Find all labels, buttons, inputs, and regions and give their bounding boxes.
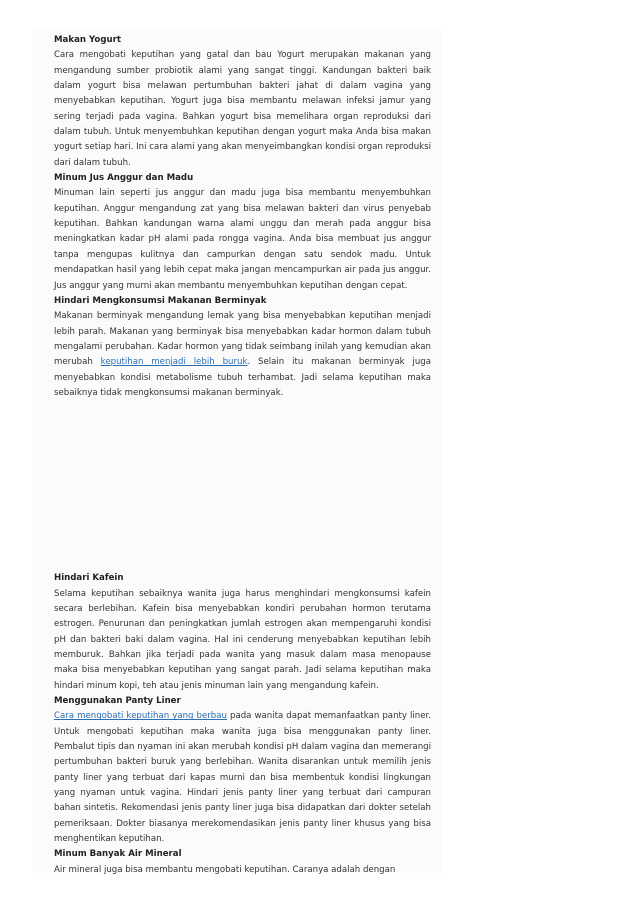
section-hindari-kafein [54,571,431,694]
section-paragraph [54,309,431,401]
section-heading: Minum Banyak Air Mineral [54,849,182,860]
section-paragraph: Air mineral juga bisa membantu mengobati keputihan. Caranya adalah dengan [54,864,396,875]
section-makanan-berminyak [54,294,431,401]
section-paragraph: Selama keputihan sebaiknya wanita juga harus menghindari mengkonsumsi kafein secara berlebihan. Kafein bisa menyebabkan kondiri perubahan hormon terutama estrogen. Penurunan dan peningkatkan jumlah estrogen akan mempengaruhi kondisi pH dan bakteri baki dalam vagina. Hal ini cenderung menyebabkan keputihan lebih memburuk. Bahkan jika terjadi pada wanita yang masuk dalam masa menopause maka bisa menyebabkan keputihan yang sangat parah. Jadi selama keputihan maka hindari minum kopi, teh atau jenis minuman lain yang mengandung kafein. [54,588,431,691]
section-heading: Hindari Mengkonsumsi Makanan Berminyak [54,295,267,306]
section-heading: Makan Yogurt [54,35,121,45]
inline-link[interactable]: Cara mengobati keputihan yang berbau [54,711,227,722]
section-makan-yogurt [54,33,431,171]
paragraph-text: Makanan berminyak mengandung lemak yang bisa menyebabkan keputihan menjadi lebih parah. Makanan yang berminyak bisa menyebabkan kadar hormon dalam tubuh mengalami perubahan. Kadar hormon yang tidak seimbang inilah yang kemudian akan merubah [54,311,431,368]
blank-ad-space [54,401,431,571]
section-jus-anggur [54,171,431,294]
section-heading: Hindari Kafein [54,573,124,584]
inline-link[interactable]: keputihan menjadi lebih buruk [100,357,248,368]
section-air-mineral [54,847,431,878]
paragraph-text: . Selain itu makanan berminyak juga menyebabkan kondisi metabolisme tubuh terhambat. Jadi selama keputihan maka sebaiknya tidak mengkonsumsi makanan berminyak. [54,357,431,398]
article-body [54,33,431,878]
section-heading: Minum Jus Anggur dan Madu [54,173,194,184]
section-panty-liner [54,694,431,847]
paragraph-text: pada wanita dapat memanfaatkan panty liner. Untuk mengobati keputihan maka wanita juga bisa menggunakan panty liner. Pembalut tipis dan nyaman ini akan merubah kondisi pH dalam vagina dan memerangi pertumbuhan bakteri buruk yang berlebihan. Wanita disarankan untuk memilih jenis panty liner yang terbuat dari kapas murni dan bisa membentuk kondisi lingkungan yang nyaman untuk vagina. Hindari jenis panty liner yang terbuat dari campuran bahan sintetis. Rekomendasi jenis panty liner juga bisa didapatkan dari dokter setelah pemeriksaan. Dokter biasanya merekomendasikan jenis panty liner khusus yang bisa menghentikan keputihan. [54,711,431,845]
section-paragraph [54,709,431,847]
section-paragraph: Minuman lain seperti jus anggur dan madu juga bisa membantu menyembuhkan keputihan. Anggur mengandung zat yang bisa melawan bakteri dan virus penyebab keputihan. Bahkan kandungan warna alami unggu dan merah pada anggur bisa meningkatkan kadar pH alami pada rongga vagina. Anda bisa membuat jus anggur tanpa mengupas kulitnya dan campurkan dengan satu sendok madu. Untuk mendapatkan hasil yang lebih cepat maka jangan mencampurkan air pada jus anggur. Jus anggur yang murni akan membantu menyembuhkan keputihan dengan cepat. [54,188,431,291]
section-heading: Menggunakan Panty Liner [54,696,181,706]
section-paragraph: Cara mengobati keputihan yang gatal dan bau Yogurt merupakan makanan yang mengandung sumber probiotik alami yang sangat tinggi. Kandungan bakteri baik dalam yogurt bisa melawan pertumbuhan bakteri jahat di dalam vagina yang menyebabkan keputihan. Yogurt juga bisa membantu melawan infeksi jamur yang sering terjadi pada vagina. Bahkan yogurt bisa memelihara organ reproduksi dari dalam tubuh. Untuk menyembuhkan keputihan dengan yogurt maka Anda bisa makan yogurt setiap hari. Ini cara alami yang akan menyeimbangkan kondisi organ reproduksi dari dalam tubuh. [54,50,431,168]
